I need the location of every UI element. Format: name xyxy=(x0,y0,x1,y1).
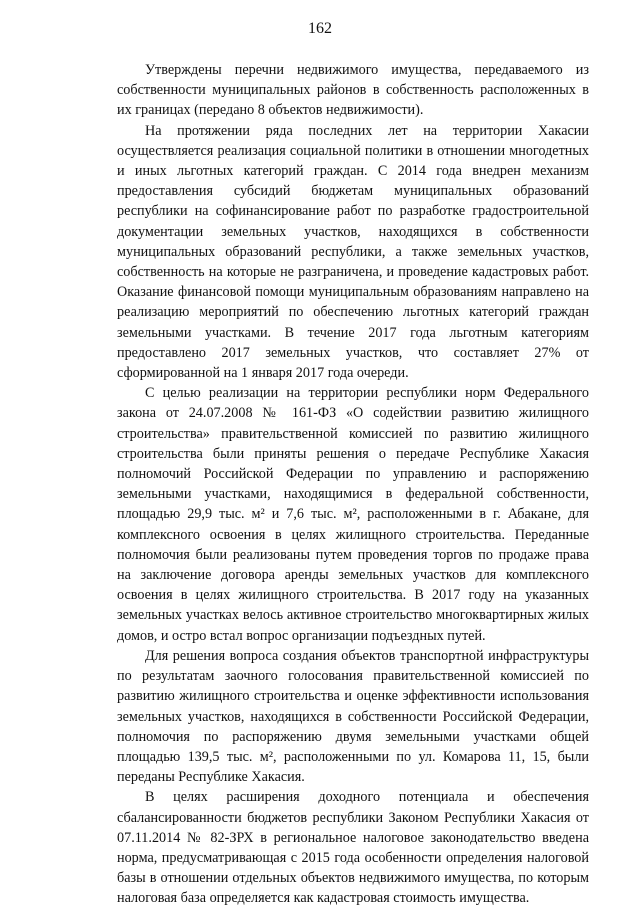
paragraph-3: С целью реализации на территории республики норм Федерального закона от 24.07.2008 № 161-ФЗ «О содействии развитию жилищного строительства» правительственной комиссией по развитию жилищного строительства были приняты решения о передаче Республике Хакасия полномочий Российской Федерации по управлению и распоряжению земельными участками, находящимися в федеральной собственности, площадью 29,9 тыс. м² и 7,6 тыс. м², расположенными в г. Абакане, для комплексного освоения в целях жилищного строительства. Переданные полномочия были реализованы путем проведения торгов по продаже права на заключение договора аренды земельных участков для комплексного освоения в целях жилищного строительства. В 2017 году на указанных земельных участках велось активное строительство многоквартирных жилых домов, и остро встал вопрос организации подъездных путей. xyxy=(117,385,589,644)
paragraph-1: Утверждены перечни недвижимого имущества, передаваемого из собственности муниципальных районов в собственность расположенных в их границах (передано 8 объектов недвижимости). xyxy=(117,62,589,119)
paragraph-5: В целях расширения доходного потенциала и обеспечения сбалансированности бюджетов республики Законом Республики Хакасия от 07.11.2014 № 82-ЗРХ в региональное налоговое законодательство введена норма, предусматривающая с 2015 года особенности определения налоговой базы в отношении отдельных объектов недвижимого имущества, по которым налоговая база определяется как кадастровая стоимость имущества. xyxy=(117,789,589,907)
page-number: 162 xyxy=(308,20,332,37)
paragraph-4: Для решения вопроса создания объектов транспортной инфраструктуры по результатам заочного голосования правительственной комиссией по развитию жилищного строительства и оценке эффективности использования земельных участков, находящихся в собственности Российской Федерации, полномочия по распоряжению двумя земельными участками общей площадью 139,5 тыс. м², расположенными по ул. Комарова 11, 15, были переданы Республике Хакасия. xyxy=(117,647,589,786)
body-text xyxy=(117,60,589,909)
paragraph-2: На протяжении ряда последних лет на территории Хакасии осуществляется реализация социальной политики в отношении многодетных и иных льготных категорий граждан. С 2014 года внедрен механизм предоставления субсидий бюджетам муниципальных образований республики на софинансирование работ по разработке градостроительной документации земельных участков, находящихся в собственности муниципальных образований республики, а также земельных участков, собственность на которые не разграничена, и проведение кадастровых работ. Оказание финансовой помощи муниципальным образованиям направлено на реализацию мероприятий по обеспечению льготных категорий граждан земельными участками. В течение 2017 года льготным категориям предоставлено 2017 земельных участков, что составляет 27% от сформированной на 1 января 2017 года очереди. xyxy=(117,122,589,382)
